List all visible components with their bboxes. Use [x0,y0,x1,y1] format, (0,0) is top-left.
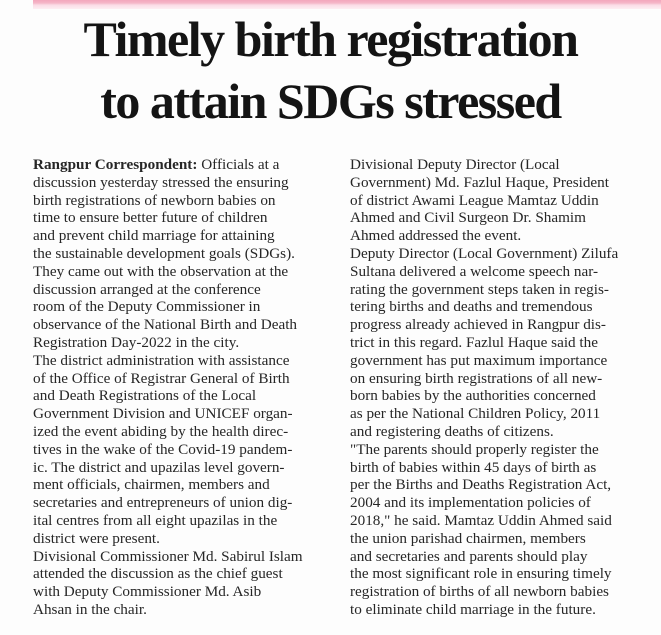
article-text-line: and registering deaths of citizens. [350,422,554,440]
article-text-line: the union parishad chairmen, members [350,529,586,547]
article-text-line: as per the National Children Policy, 2011 [350,405,601,423]
article-text-line: government has put maximum importance [350,351,608,369]
article-text-line: progress already achieved in Rangpur dis- [350,316,606,334]
article-text-line: Government) Md. Fazlul Haque, President [350,173,609,191]
left-column-lines [33,174,339,619]
article-text-line: Divisional Deputy Director (Local [350,156,560,173]
article-text-line: tives in the wake of the Covid-19 pandem- [33,440,293,458]
article-text-line: and prevent child marriage for attaining [33,227,275,245]
article-text-line: the most significant role in ensuring timely [350,565,612,583]
article-text-line: registration of births of all newborn babies [350,583,609,601]
article-text-line: discussion yesterday stressed the ensuring [33,173,289,191]
article-text-line: ized the event abiding by the health direc- [33,422,289,440]
article-text-line: ment officials, chairmen, members and [33,476,270,494]
article-text-line: to eliminate child marriage in the future. [350,600,596,618]
article-text-line: Government Division and UNICEF organ- [33,405,293,423]
headline-line-2: to attain SDGs stressed [100,73,561,129]
article-text-line: Deputy Director (Local Government) Zilufa [350,244,619,262]
article-text-line: They came out with the observation at the [33,262,289,280]
article-text-line: attended the discussion as the chief guest [33,565,283,583]
article-text-line: birth registrations of newborn babies on [33,191,276,209]
article-text-line: Ahsan in the chair. [33,600,147,618]
article-text-line: Ahmed and Civil Surgeon Dr. Shamim [350,209,586,227]
article-text-line: with Deputy Commissioner Md. Asib [33,583,262,601]
article-text-line: tering births and deaths and tremendous [350,298,593,316]
article-text-line: district were present. [33,529,160,547]
right-column-lines [350,156,658,619]
article-text-line: ic. The district and upazilas level govern- [33,458,285,476]
article-text-line: rating the government steps taken in regis- [350,280,609,298]
article-text-line: Divisional Commissioner Md. Sabirul Islam [33,547,303,565]
article-text-line: birth of babies within 45 days of birth as [350,458,597,476]
lead-line-text: Officials at a [197,156,280,173]
article-text-line: the sustainable development goals (SDGs). [33,244,295,262]
article-text-line: time to ensure better future of children [33,209,268,227]
article-text-line: room of the Deputy Commissioner in [33,298,261,316]
article-headline [0,8,661,132]
article-text-line: "The parents should properly register the [350,440,599,458]
article-text-line: secretaries and entrepreneurs of union dig- [33,494,293,512]
article-text-line: and secretaries and parents should play [350,547,588,565]
article-text-line: observance of the National Birth and Death [33,316,298,334]
article-text-line: ital centres from all eight upazilas in the [33,511,278,529]
article-text-line: per the Births and Deaths Registration Act, [350,476,612,494]
article-column-left [33,156,339,619]
article-text-line: born babies by the authorities concerned [350,387,596,405]
headline-line-1: Timely birth registration [83,11,578,67]
article-text-line: 2004 and its implementation policies of [350,494,591,512]
article-text-line: Ahmed addressed the event. [350,227,522,245]
article-text-line: of the Office of Registrar General of Birth [33,369,290,387]
correspondent-byline: Rangpur Correspondent: [33,156,198,173]
article-text-line: Registration Day-2022 in the city. [33,333,240,351]
article-text-line: trict in this regard. Fazlul Haque said the [350,333,598,351]
article-text-line: discussion arranged at the conference [33,280,261,298]
article-column-right [350,156,658,619]
article-text-line: The district administration with assistance [33,351,290,369]
article-text-line: Sultana delivered a welcome speech nar- [350,262,599,280]
article-lead-line [33,156,339,174]
article-text-line: on ensuring birth registrations of all new- [350,369,603,387]
article-text-line: of district Awami League Mamtaz Uddin [350,191,599,209]
article-text-line: and Death Registrations of the Local [33,387,257,405]
article-text-line: 2018," he said. Mamtaz Uddin Ahmed said [350,511,612,529]
